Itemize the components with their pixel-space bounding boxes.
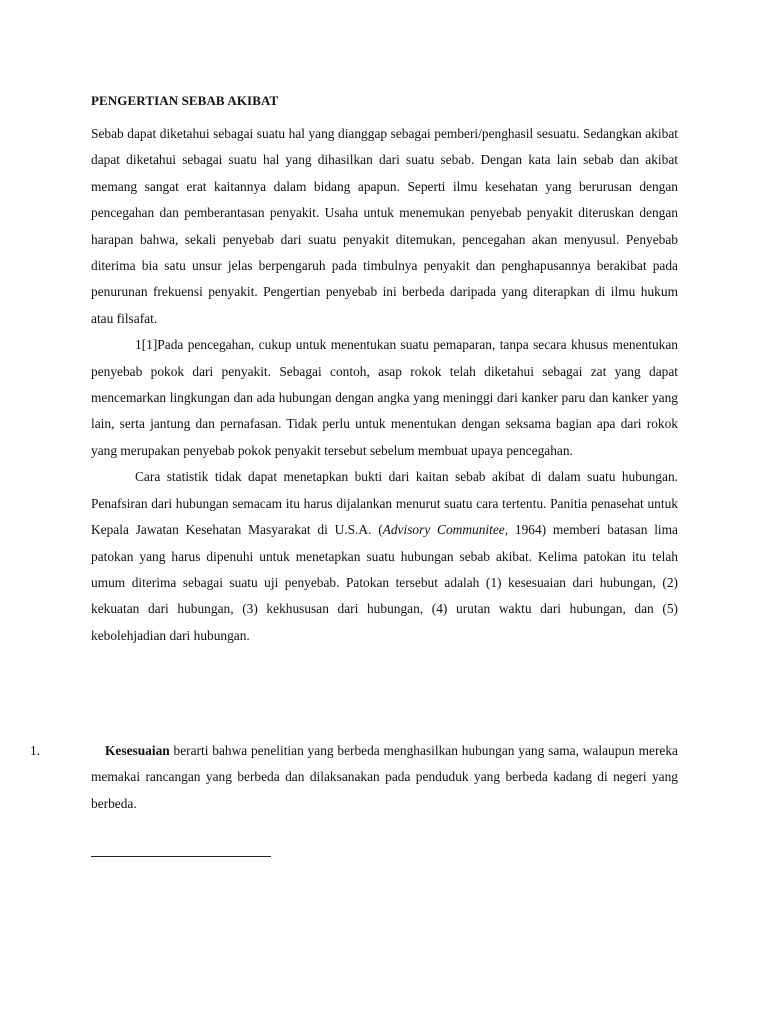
paragraph-3-text-b: 1964) memberi batasan lima patokan yang harus dipenuhi untuk menetapkan suatu hubungan sebab akibat. Kelima patokan itu telah umum diterima sebagai suatu uji penyebab. Patokan tersebut adalah (1) kesesuaian dari hubungan, (2) kekuatan dari hubungan, (3) kekhususan dari hubungan, (4) urutan waktu dari hubungan, dan (5) kebolehjadian dari hubungan.: [91, 522, 679, 643]
list-number: 1.: [30, 743, 41, 758]
list-item-text: [91, 738, 678, 817]
list-item-description: berarti bahwa penelitian yang berbeda menghasilkan hubungan yang sama, walaupun mereka memakai rancangan yang berbeda dan dilaksanakan pada penduduk yang berbeda kadang di negeri yang berbeda.: [91, 743, 678, 811]
document-body: [91, 91, 678, 649]
document-title: PENGERTIAN SEBAB AKIBAT: [91, 93, 279, 108]
paragraph-2: 1[1]Pada pencegahan, cukup untuk menentukan suatu pemaparan, tanpa secara khusus menentukan penyebab pokok dari penyakit. Sebagai contoh, asap rokok telah diketahui sebagai zat yang dapat mencemarkan lingkungan dan ada hubungan dengan angka yang meninggi dari kanker paru dan kanker yang lain, serta jantung dan pernafasan. Tidak perlu untuk menentukan dengan seksama bagian apa dari rokok yang merupakan penyebab pokok penyakit tersebut sebelum membuat upaya pencegahan.: [91, 337, 678, 458]
list-item-term: Kesesuaian: [105, 743, 170, 758]
paragraph-3-text-a: Cara statistik tidak dapat menetapkan bukti dari kaitan sebab akibat di dalam suatu hubungan. Penafsiran dari hubungan semacam itu harus dijalankan menurut suatu cara tertentu. Panitia penasehat untuk Kepala Jawatan Kesehatan Masyarakat di U.S.A. (: [91, 469, 678, 538]
paragraph-1: Sebab dapat diketahui sebagai suatu hal yang dianggap sebagai pemberi/penghasil sesuatu. Sedangkan akibat dapat diketahui sebagai suatu hal yang dihasilkan dari suatu sebab. Dengan kata lain sebab dan akibat memang sangat erat kaitannya dalam bidang apapun. Seperti ilmu kesehatan yang berurusan dengan pencegahan dan pemberantasan penyakit. Usaha untuk menemukan penyebab penyakit diteruskan dengan harapan bahwa, sekali penyebab dari suatu penyakit ditemukan, pencegahan akan menyusul. Penyebab diterima bia satu unsur jelas berpengaruh pada timbulnya penyakit dan penghapusannya berakibat pada penurunan frekuensi penyakit. Pengertian penyebab ini berbeda daripada yang diterapkan di ilmu hukum atau filsafat.: [91, 126, 678, 326]
paragraph-3: [91, 464, 678, 649]
footnote-separator: [91, 856, 271, 857]
list-item: [30, 738, 678, 817]
paragraph-3-italic: Advisory Communitee,: [382, 522, 509, 538]
